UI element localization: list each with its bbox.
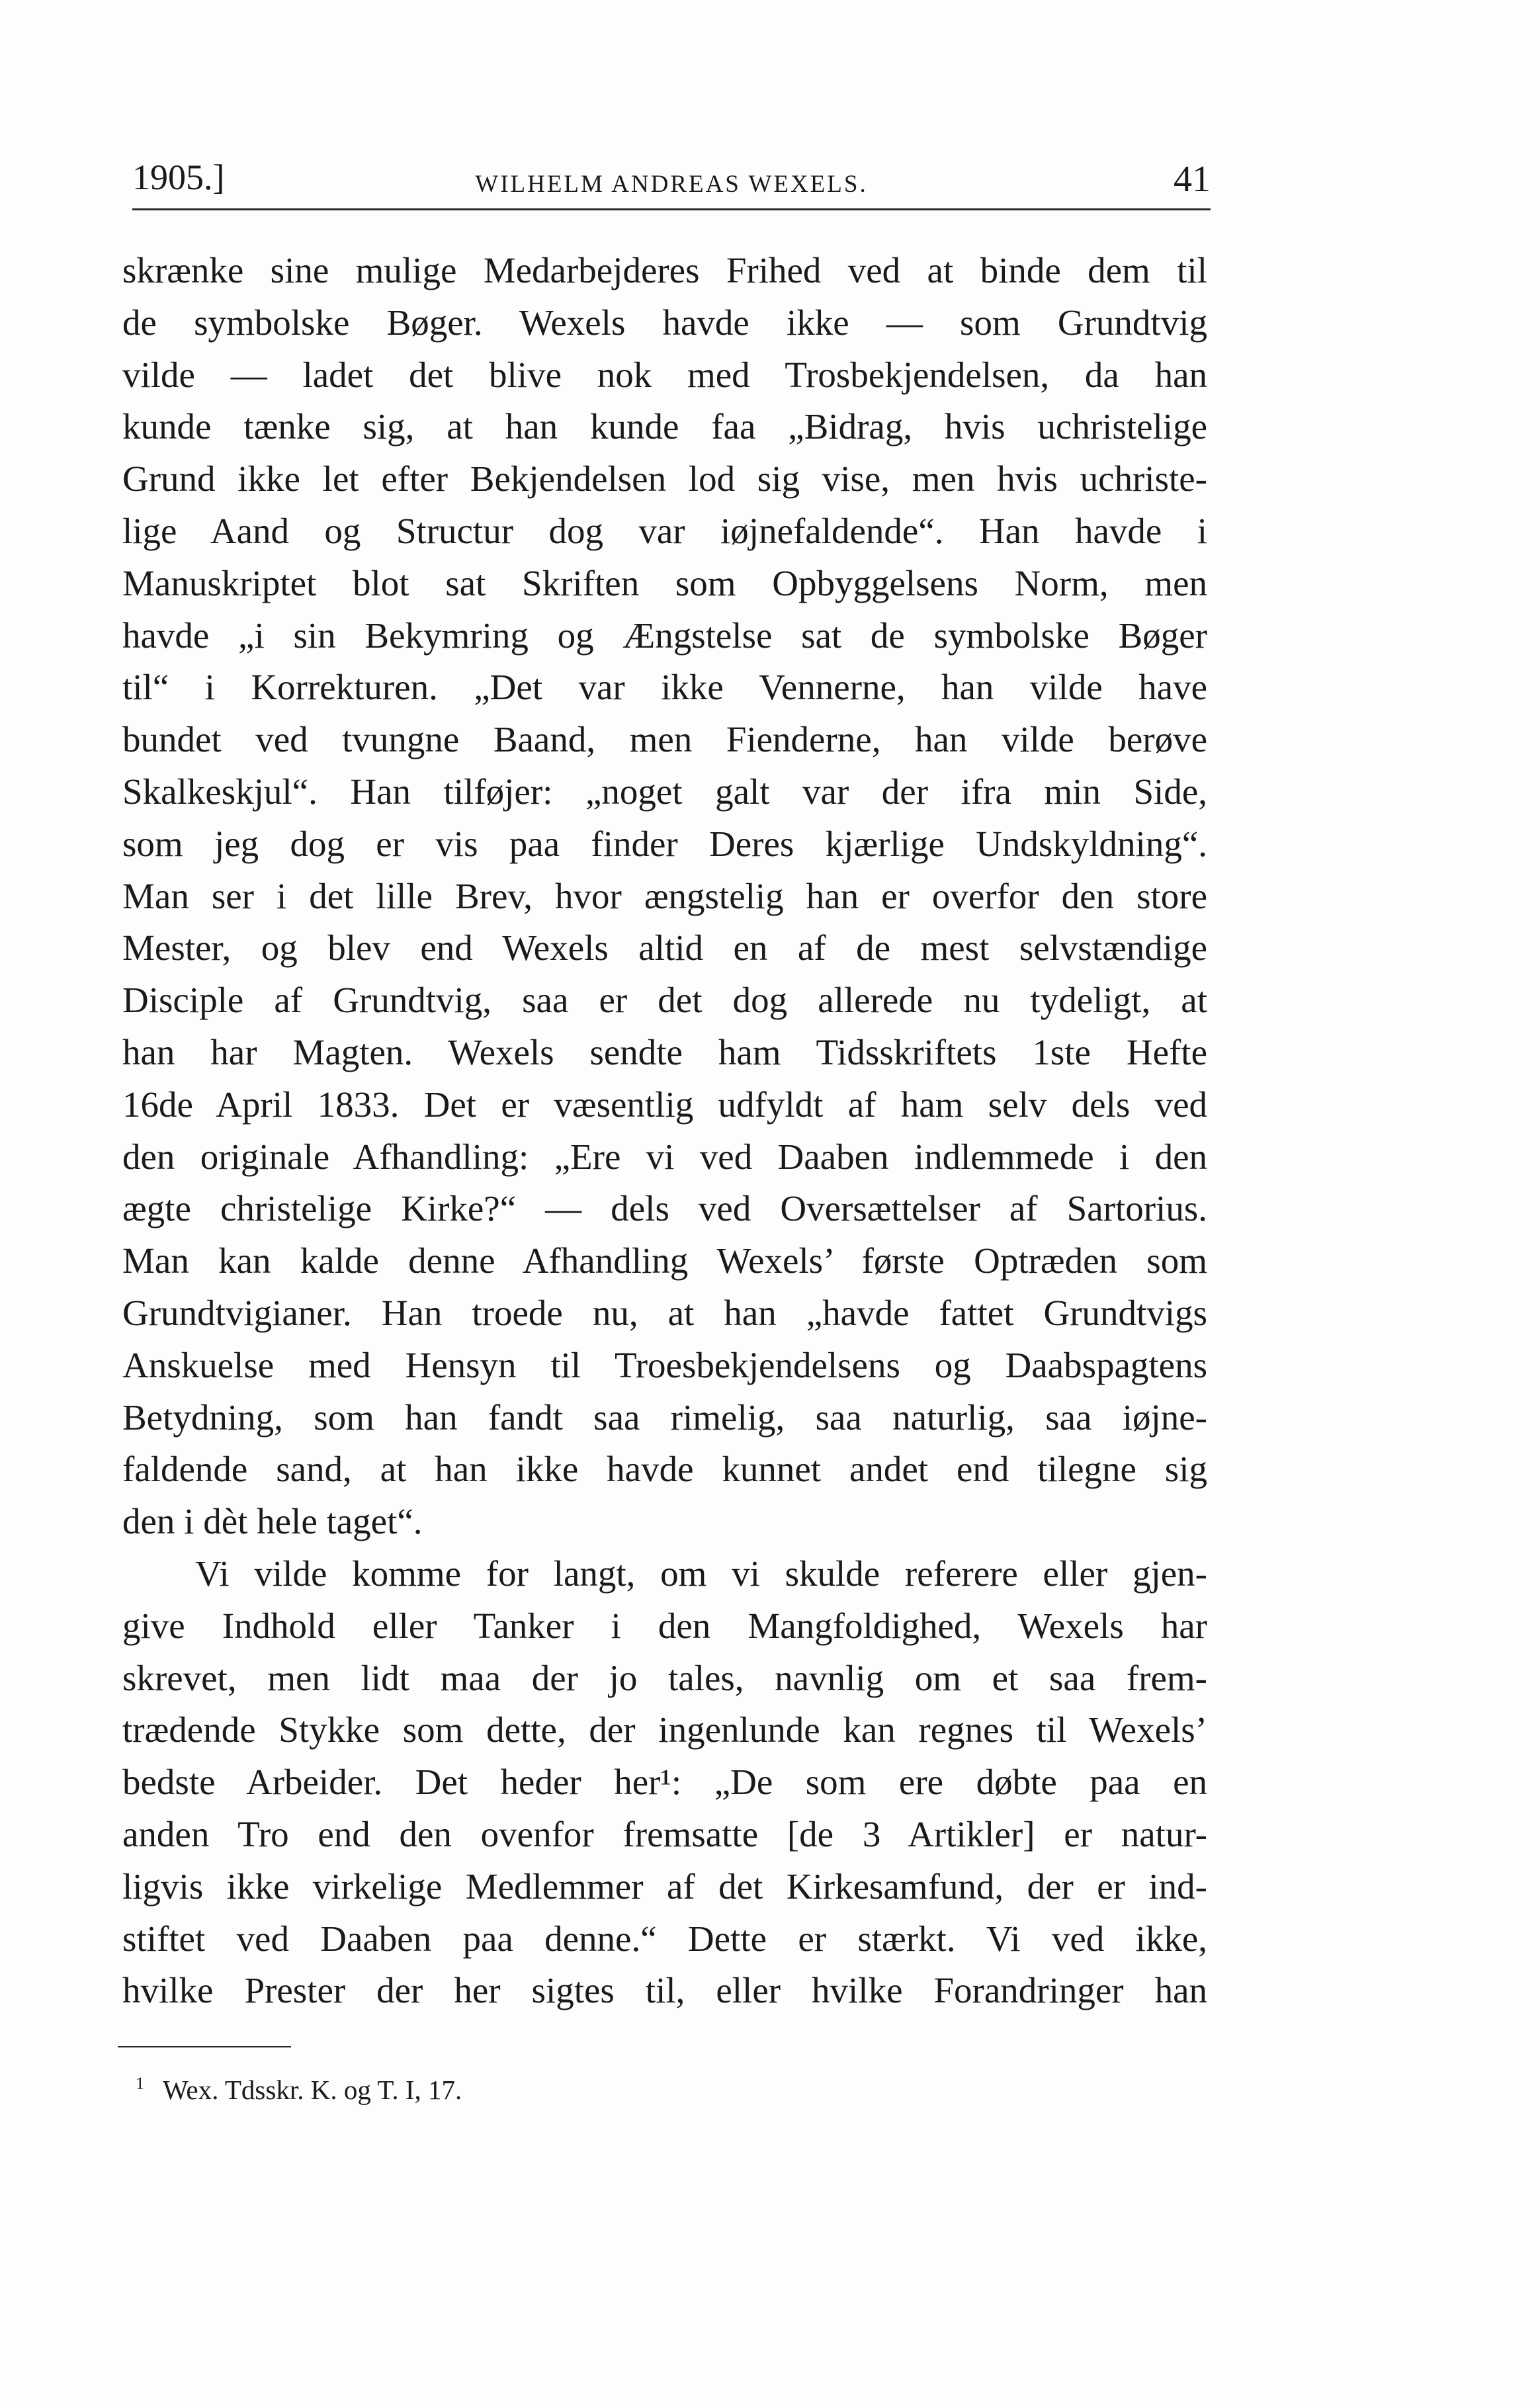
text-line: 16de April 1833. Det er væsentlig udfyldt af ham selv dels ved	[122, 1084, 1207, 1125]
text-line: Betydning, som han fandt saa rimelig, saa naturlig, saa iøjne-	[122, 1397, 1207, 1438]
text-line: trædende Stykke som dette, der ingenlunde kan regnes til Wexels’	[122, 1709, 1207, 1750]
text-line: han har Magten. Wexels sendte ham Tidsskriftets 1ste Hefte	[122, 1031, 1207, 1072]
text-line: Manuskriptet blot sat Skriften som Opbyggelsens Norm, men	[122, 562, 1207, 603]
text-line: bundet ved tvungne Baand, men Fienderne, han vilde berøve	[122, 719, 1207, 760]
text-line: Skalkeskjul“. Han tilføjer: „noget galt var der ifra min Side,	[122, 771, 1207, 812]
text-line: ægte christelige Kirke?“ — dels ved Oversættelser af Sartorius.	[122, 1188, 1207, 1229]
running-head	[132, 149, 1211, 210]
body-text	[122, 245, 1207, 2017]
text-line: faldende sand, at han ikke havde kunnet andet end tilegne sig	[122, 1449, 1207, 1490]
text-line: Grund ikke let efter Bekjendelsen lod sig vise, men hvis uchriste-	[122, 458, 1207, 499]
text-line: Man ser i det lille Brev, hvor ængstelig han er overfor den store	[122, 875, 1207, 916]
footnote	[136, 2074, 462, 2106]
paragraph-start-line: Vi vilde komme for langt, om vi skulde referere eller gjen-	[195, 1553, 1207, 1594]
footnote-marker: 1	[136, 2074, 144, 2093]
text-line: hvilke Prester der her sigtes til, eller hvilke Forandringer han	[122, 1970, 1207, 2011]
text-line: vilde — ladet det blive nok med Trosbekjendelsen, da han	[122, 354, 1207, 395]
text-line: bedste Arbeider. Det heder her¹: „De som ere døbte paa en	[122, 1762, 1207, 1803]
header-title: WILHELM ANDREAS WEXELS.	[475, 171, 868, 198]
text-line: Man kan kalde denne Afhandling Wexels’ første Optræden som	[122, 1240, 1207, 1281]
text-line: de symbolske Bøger. Wexels havde ikke — som Grundtvig	[122, 302, 1207, 343]
page-number: 41	[1174, 159, 1211, 200]
text-line: havde „i sin Bekymring og Ængstelse sat de symbolske Bøger	[122, 615, 1207, 656]
text-line: Disciple af Grundtvig, saa er det dog allerede nu tydeligt, at	[122, 980, 1207, 1021]
text-line: som jeg dog er vis paa finder Deres kjærlige Undskyldning“.	[122, 823, 1207, 864]
text-line: Anskuelse med Hensyn til Troesbekjendelsens og Daabspagtens	[122, 1344, 1207, 1385]
text-line: stiftet ved Daaben paa denne.“ Dette er stærkt. Vi ved ikke,	[122, 1918, 1207, 1959]
text-line: lige Aand og Structur dog var iøjnefaldende“. Han havde i	[122, 510, 1207, 551]
text-line: skrevet, men lidt maa der jo tales, navnlig om et saa frem-	[122, 1657, 1207, 1698]
paragraph-end-line: den i dèt hele taget“.	[122, 1501, 423, 1542]
text-line: skrænke sine mulige Medarbejderes Frihed ved at binde dem til	[122, 250, 1207, 290]
text-line: give Indhold eller Tanker i den Mangfoldighed, Wexels har	[122, 1605, 1207, 1646]
text-line: kunde tænke sig, at han kunde faa „Bidrag, hvis uchristelige	[122, 406, 1207, 447]
text-line: ligvis ikke virkelige Medlemmer af det Kirkesamfund, der er ind-	[122, 1866, 1207, 1907]
text-line: den originale Afhandling: „Ere vi ved Daaben indlemmede i den	[122, 1136, 1207, 1177]
header-year: 1905.]	[132, 157, 225, 197]
footnote-text: Wex. Tdsskr. K. og T. I, 17.	[163, 2075, 462, 2105]
text-line: Mester, og blev end Wexels altid en af de mest selvstændige	[122, 927, 1207, 968]
text-line: Grundtvigianer. Han troede nu, at han „havde fattet Grundtvigs	[122, 1292, 1207, 1333]
text-line: til“ i Korrekturen. „Det var ikke Vennerne, han vilde have	[122, 667, 1207, 708]
footnote-divider	[118, 2046, 291, 2047]
text-line: anden Tro end den ovenfor fremsatte [de 3 Artikler] er natur-	[122, 1813, 1207, 1854]
